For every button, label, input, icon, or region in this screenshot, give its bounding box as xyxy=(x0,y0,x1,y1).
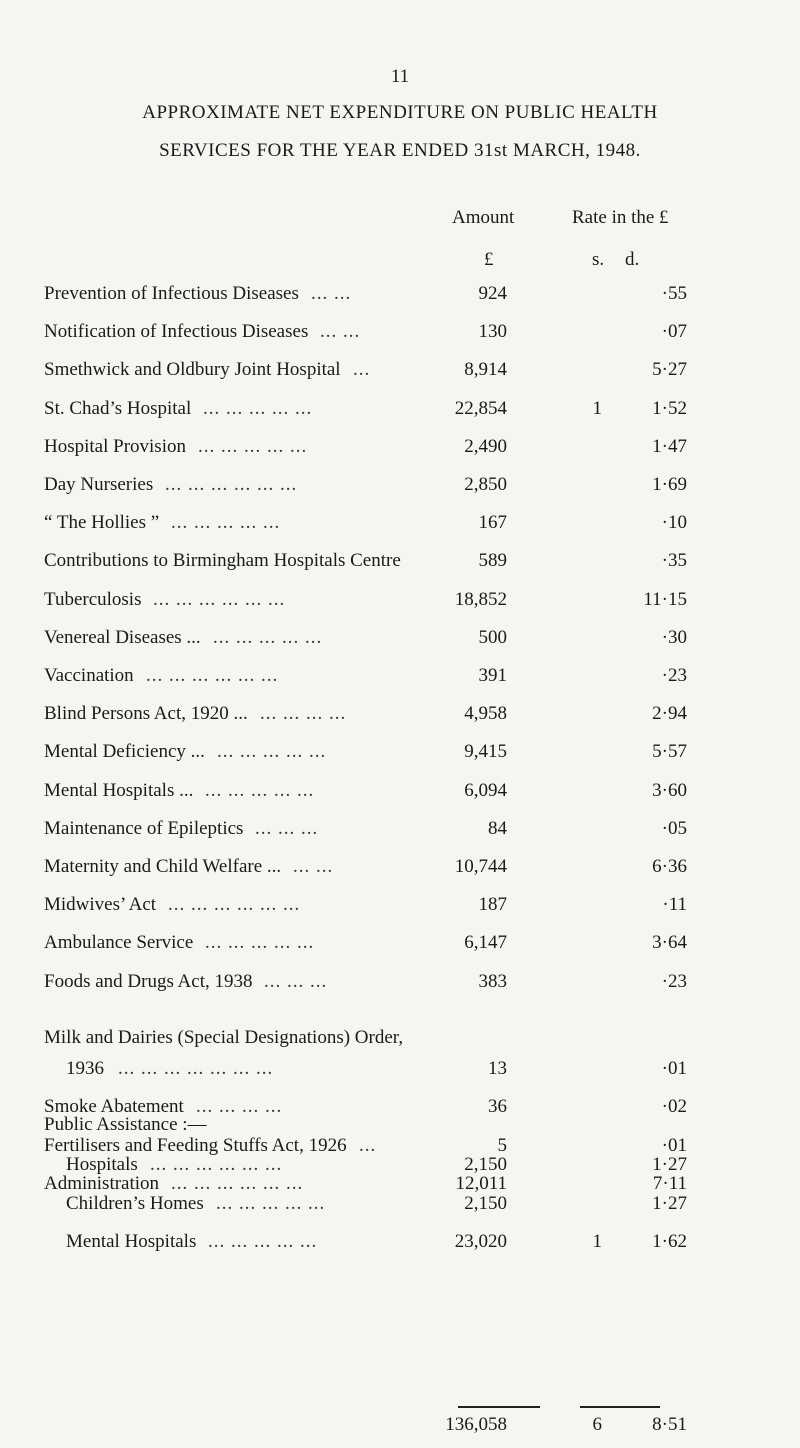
row-leader-dots: ... ... ... ... ... xyxy=(213,626,323,648)
row-leader-dots: ... ... ... ... ... xyxy=(216,1192,326,1214)
row-rate-pence: ·11 xyxy=(662,894,687,916)
row-label: Administration xyxy=(44,1173,160,1194)
row-rate-pence: 3·64 xyxy=(652,932,687,954)
row-leader-dots: ... xyxy=(359,1134,377,1156)
row-label: Vaccination xyxy=(44,665,134,686)
row-rate-pence: 1·62 xyxy=(652,1231,687,1252)
row-amount: 22,854 xyxy=(454,397,507,419)
row-leader-dots: ... ... ... ... ... ... xyxy=(168,894,301,916)
row-rate-pence: 2·94 xyxy=(652,703,687,725)
row-rate-pence: 1·27 xyxy=(652,1192,687,1214)
row-label: Milk and Dairies (Special Designations) Order, xyxy=(44,1027,404,1048)
row-leader-dots: ... ... ... ... xyxy=(260,703,347,725)
row-rate-pence: ·30 xyxy=(661,626,687,648)
row-label: Fertilisers and Feeding Stuffs Act, 1926 xyxy=(44,1134,347,1156)
row-label: Maintenance of Epileptics xyxy=(44,817,244,839)
table-row xyxy=(0,894,800,924)
row-amount: 10,744 xyxy=(454,856,507,877)
row-label: Foods and Drugs Act, 1938 xyxy=(44,970,253,992)
row-amount: 6,147 xyxy=(464,932,507,954)
row-amount: 18,852 xyxy=(454,588,507,610)
row-label: Mental Hospitals xyxy=(66,1231,197,1252)
row-leader-dots: ... ... ... ... ... xyxy=(198,435,308,457)
row-amount: 2,150 xyxy=(464,1192,507,1214)
row-label: Smoke Abatement xyxy=(44,1096,184,1117)
row-rate-pence: 7·11 xyxy=(652,1173,687,1194)
total-rate-pence: 8·51 xyxy=(652,1414,687,1435)
row-rate-pence: 5·57 xyxy=(652,741,687,763)
public-assistance-heading: Public Assistance :— xyxy=(44,1114,207,1135)
row-rate-shillings: 1 xyxy=(592,397,602,419)
row-amount: 187 xyxy=(478,894,507,916)
row-label: Prevention of Infectious Diseases xyxy=(44,283,299,304)
row-label: “ The Hollies ” xyxy=(44,512,160,534)
row-leader-dots: ... ... ... ... ... ... xyxy=(171,1173,304,1194)
row-amount: 2,150 xyxy=(464,1154,507,1175)
row-amount: 2,850 xyxy=(464,474,507,495)
row-rate-pence: 6·36 xyxy=(652,856,687,877)
table-row xyxy=(0,971,800,1001)
row-rate-pence: ·01 xyxy=(661,1058,687,1079)
page-subtitle: SERVICES FOR THE YEAR ENDED 31st MARCH, 1948. xyxy=(159,140,641,161)
row-rate-pence: 5·27 xyxy=(652,359,687,381)
row-rate-pence: ·23 xyxy=(661,970,687,992)
row-leader-dots: ... ... ... ... ... ... xyxy=(165,474,298,495)
row-rate-pence: ·10 xyxy=(661,512,687,534)
row-amount: 5 xyxy=(497,1134,507,1156)
rate-shillings-header: s. xyxy=(592,249,605,270)
row-leader-dots: ... ... ... xyxy=(255,817,319,839)
row-amount: 6,094 xyxy=(464,779,507,801)
row-amount: 383 xyxy=(478,970,507,992)
row-rate-shillings: 1 xyxy=(592,1231,602,1252)
row-label: Hospitals xyxy=(66,1154,138,1175)
row-label: Contributions to Birmingham Hospitals Centre xyxy=(44,550,401,572)
table-row xyxy=(0,321,800,351)
table-row xyxy=(0,474,800,504)
amount-column-header: Amount xyxy=(452,207,515,228)
row-label: Venereal Diseases ... xyxy=(44,626,201,648)
page-number: 11 xyxy=(390,66,410,87)
row-leader-dots: ... ... ... ... ... ... xyxy=(150,1154,283,1175)
row-label: St. Chad’s Hospital xyxy=(44,397,192,419)
row-rate-pence: ·23 xyxy=(661,665,687,686)
row-rate-pence: 1·27 xyxy=(652,1154,687,1175)
row-rate-pence: 3·60 xyxy=(652,779,687,801)
row-amount: 8,914 xyxy=(464,359,507,381)
table-row xyxy=(0,1154,800,1184)
row-label: Day Nurseries xyxy=(44,474,154,495)
row-leader-dots: ... ... ... ... xyxy=(196,1096,283,1117)
row-amount: 589 xyxy=(478,550,507,572)
row-label: Mental Deficiency ... xyxy=(44,741,205,763)
row-rate-pence: ·02 xyxy=(661,1096,687,1117)
row-amount: 13 xyxy=(488,1058,507,1079)
row-rate-pence: ·01 xyxy=(661,1134,687,1156)
amount-unit-header: £ xyxy=(484,249,494,270)
row-leader-dots: ... ... ... ... ... ... ... xyxy=(118,1058,274,1079)
row-amount: 4,958 xyxy=(464,703,507,725)
row-leader-dots: ... ... ... xyxy=(264,970,328,992)
table-row xyxy=(0,1193,800,1223)
milk-dairies-row xyxy=(0,1027,800,1057)
table-row xyxy=(0,741,800,771)
row-amount: 391 xyxy=(478,665,507,686)
table-row xyxy=(0,436,800,466)
row-rate-pence: 1·52 xyxy=(652,397,687,419)
total-rate-shillings: 6 xyxy=(592,1414,602,1435)
row-amount: 23,020 xyxy=(454,1231,507,1252)
row-leader-dots: ... ... xyxy=(311,283,352,304)
table-row xyxy=(0,703,800,733)
rate-pence-header: d. xyxy=(625,249,640,270)
row-amount: 500 xyxy=(478,626,507,648)
page-title: APPROXIMATE NET EXPENDITURE ON PUBLIC HEALTH xyxy=(142,102,658,123)
table-row xyxy=(0,550,800,580)
row-label: Mental Hospitals ... xyxy=(44,779,194,801)
table-row xyxy=(0,780,800,810)
total-amount: 136,058 xyxy=(445,1414,507,1435)
row-rate-pence: 11·15 xyxy=(643,588,687,610)
row-leader-dots: ... ... ... ... ... xyxy=(171,512,281,534)
row-label: Midwives’ Act xyxy=(44,894,157,916)
table-row xyxy=(0,627,800,657)
row-leader-dots: ... ... ... ... ... ... xyxy=(153,588,286,610)
row-amount: 9,415 xyxy=(464,741,507,763)
row-amount: 924 xyxy=(478,283,507,304)
row-leader-dots: ... ... ... ... ... xyxy=(205,932,315,954)
row-leader-dots: ... ... xyxy=(320,321,361,343)
table-row xyxy=(0,818,800,848)
row-leader-dots: ... ... ... ... ... ... xyxy=(146,665,279,686)
row-label: Maternity and Child Welfare ... xyxy=(44,856,282,877)
total-rule-top-rate xyxy=(580,1406,660,1408)
milk-dairies-row-continued xyxy=(0,1058,800,1088)
table-row xyxy=(0,1231,800,1261)
row-amount: 12,011 xyxy=(455,1173,507,1194)
rate-column-header: Rate in the £ xyxy=(572,207,669,228)
row-label: Blind Persons Act, 1920 ... xyxy=(44,703,248,725)
row-label: 1936 xyxy=(66,1058,104,1079)
table-row xyxy=(0,398,800,428)
table-row xyxy=(0,359,800,389)
row-leader-dots: ... ... ... ... ... xyxy=(203,397,313,419)
row-rate-pence: 1·47 xyxy=(652,435,687,457)
table-row xyxy=(0,589,800,619)
row-label: Smethwick and Oldbury Joint Hospital xyxy=(44,359,341,381)
row-label: Hospital Provision xyxy=(44,435,186,457)
total-row xyxy=(0,1414,800,1444)
row-label: Notification of Infectious Diseases xyxy=(44,321,309,343)
table-row xyxy=(0,932,800,962)
table-row xyxy=(0,512,800,542)
total-rule-top xyxy=(458,1406,540,1408)
row-label: Tuberculosis xyxy=(44,588,142,610)
row-label: Children’s Homes xyxy=(66,1192,204,1214)
row-amount: 84 xyxy=(488,817,507,839)
row-amount: 167 xyxy=(478,512,507,534)
row-leader-dots: ... ... ... ... ... xyxy=(205,779,315,801)
row-rate-pence: ·55 xyxy=(661,283,687,304)
table-row xyxy=(0,665,800,695)
row-leader-dots: ... ... ... ... ... xyxy=(217,741,327,763)
row-leader-dots: ... ... xyxy=(293,856,334,877)
row-rate-pence: ·05 xyxy=(661,817,687,839)
row-label: Ambulance Service xyxy=(44,932,194,954)
row-amount: 36 xyxy=(488,1096,507,1117)
row-rate-pence: ·35 xyxy=(661,550,687,572)
row-rate-pence: 1·69 xyxy=(652,474,687,495)
table-row xyxy=(0,856,800,886)
row-amount: 130 xyxy=(478,321,507,343)
row-leader-dots: ... ... ... ... ... xyxy=(208,1231,318,1252)
row-amount: 2,490 xyxy=(464,435,507,457)
table-row xyxy=(0,283,800,313)
row-leader-dots: ... xyxy=(353,359,371,381)
row-rate-pence: ·07 xyxy=(661,321,687,343)
